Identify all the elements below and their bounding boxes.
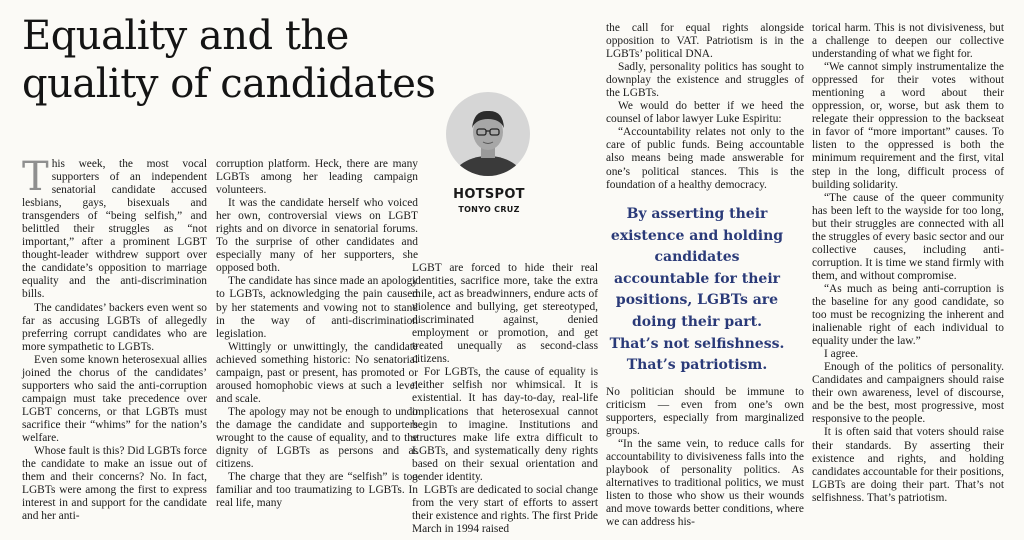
- paragraph: No politician should be immune to criticism — even from one’s own supporters, especially from marginalized groups.: [606, 386, 804, 438]
- pull-quote: By asserting their existence and holding candidates accountable for their positions, LGBTs are doing their part. That’s not selfishness. That’s patriotism.: [609, 206, 785, 374]
- column-1: [22, 154, 207, 523]
- column-5: [812, 22, 1004, 505]
- headline: Equality and the quality of candidates: [22, 13, 436, 107]
- author-photo: [446, 92, 530, 176]
- author-portrait-icon: [446, 92, 530, 176]
- paragraph: his week, the most vocal supporters of an independent senatorial candidate accused lesbians, gays, bisexuals and transgenders of “being selfish,” and belittled their struggles as “not important,” after a prominent LGBT thought-leader withdrew support over the candidate’s opposition to marriage equality and the anti-discrimination bills.: [22, 158, 207, 301]
- paragraph: The candidates’ backers even went so far as accusing LGBTs of allegedly preferring corrupt candidates who are more sympathetic to LGBTs.: [22, 301, 207, 353]
- paragraph: It was the candidate herself who voiced her own, controversial views on LGBT rights and on divorce in senatorial forums. To the surprise of other candidates and especially many of her supporters, she opposed both.: [216, 197, 418, 275]
- paragraph: I agree.: [824, 348, 859, 361]
- paragraph: the call for equal rights alongside opposition to VAT. Patriotism is in the LGBTs’ political DNA.: [606, 22, 804, 61]
- paragraph: Wittingly or unwittingly, the candidate achieved something historic: No senatorial campaign, past or present, has promoted or aroused homophobic views at such a level and scale.: [216, 340, 418, 405]
- paragraph: “Accountability relates not only to the care of public funds. Being accountable also means being made answerable for one’s political stances. This is the foundation of a healthy democracy.: [606, 126, 804, 191]
- drop-cap: T: [22, 154, 49, 200]
- author-byline: TONYO CRUZ: [458, 205, 520, 214]
- paragraph: Even some known heterosexual allies joined the chorus of the candidates’ supporters who said the anti-corruption campaign must take precedence over LGBT concerns, or that LGBTs must sacrifice their “whims” for the nation’s welfare.: [22, 353, 207, 444]
- paragraph: “We cannot simply instrumentalize the oppressed for their votes without mentioning a word about their oppression, or, worse, but ask them to relegate their oppression to the backseat in favor of “more important” causes. To listen to the oppressed is both the minimum requirement and the first, vital step in the long, difficult process of building solidarity.: [812, 61, 1004, 191]
- paragraph: Whose fault is this? Did LGBTs force the candidate to make an issue out of them and their concerns? No. In fact, LGBTs were among the first to express interest in and support for the candidate and her anti-: [22, 445, 207, 523]
- paragraph: “The cause of the queer community has been left to the wayside for too long, but their struggles are connected with all the struggles of every basic sector and our collective causes, including anti-corruption. It is time we stand firmly with them, and without compromise.: [812, 191, 1004, 282]
- column-2: [216, 158, 418, 510]
- paragraph: For LGBTs, the cause of equality is neither selfish nor whimsical. It is existential. It has day-to-day, real-life implications that heterosexual cannot begin to imagine. Institutions and structures make life extra difficult to LGBTs, and systematically deny rights based on their sexual orientation and gender identity.: [412, 366, 598, 483]
- column-4-top: [606, 22, 804, 192]
- paragraph: LGBT are forced to hide their real identities, sacrifice more, take the extra mile, act as breadwinners, endure acts of violence and bullying, get stereotyped, discriminated against, denied employment or promotion, and get treated unequally as second-class citizens.: [412, 262, 598, 366]
- paragraph: It is often said that voters should raise their standards. By asserting their existence and rights, and holding candidates accountable for their positions, LGBTs are doing their part. That’s not selfishness. That’s patriotism.: [812, 426, 1004, 504]
- paragraph: Sadly, personality politics has sought to downplay the existence and struggles of the LGBTs.: [606, 61, 804, 100]
- column-title: HOTSPOT: [453, 187, 525, 202]
- paragraph: LGBTs are dedicated to social change from the very start of efforts to assert their existence and rights. The first Pride March in 1994 raised: [412, 483, 598, 535]
- paragraph: “In the same vein, to reduce calls for accountability to divisiveness falls into the playbook of personality politics. As alternatives to traditional politics, we must listen to those who show us their wounds and move towards better conditions, where we can address his-: [606, 438, 804, 529]
- paragraph: We would do better if we heed the counsel of labor lawyer Luke Espiritu:: [606, 100, 804, 126]
- column-3: [412, 262, 598, 536]
- paragraph: “As much as being anti-corruption is the baseline for any good candidate, so too must be recognizing the inherent and inalienable right of each individual to equality under the law.”: [812, 282, 1004, 348]
- paragraph: The charge that they are “selfish” is too familiar and too traumatizing to LGBTs. In real life, many: [216, 471, 418, 510]
- paragraph: corruption platform. Heck, there are many LGBTs among her leading campaign volunteers.: [216, 158, 418, 197]
- paragraph: torical harm. This is not divisiveness, but a challenge to deepen our collective understanding of what we fight for.: [812, 22, 1004, 61]
- paragraph: The candidate has since made an apology to LGBTs, acknowledging the pain caused by her statements and vowing not to stand in the way of anti-discrimination legislation.: [216, 275, 418, 340]
- paragraph: The apology may not be enough to undo the damage the candidate and supporters wrought to the cause of equality, and to the dignity of LGBTs as persons and as citizens.: [216, 405, 418, 471]
- column-4-bottom: [606, 386, 804, 530]
- paragraph: Enough of the politics of personality. Candidates and campaigners should raise their own awareness, level of discourse, and be the best, most progressive, most responsive to the people.: [812, 361, 1004, 426]
